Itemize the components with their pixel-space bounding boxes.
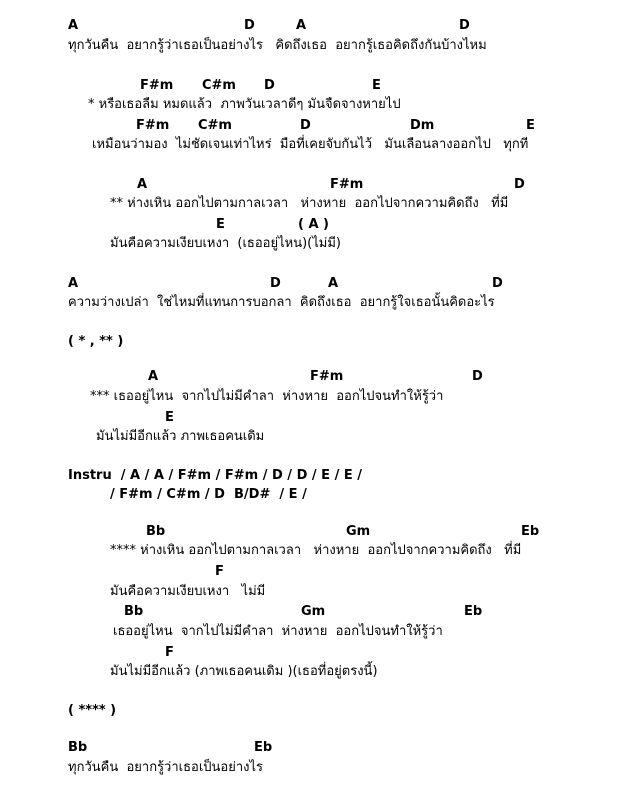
chord: Bb — [146, 524, 166, 539]
chord: Bb — [68, 740, 88, 755]
chord: F#m — [310, 369, 344, 384]
chord: E — [372, 78, 381, 93]
lyric-line: เธออยู่ไหน จากไปไม่มีคำลา ห่างหาย ออกไปจนทำให้รู้ว่า — [113, 624, 443, 639]
chord: Gm — [346, 524, 371, 539]
chord: A — [296, 18, 307, 33]
chord: D — [264, 78, 275, 93]
lyric-line: มันคือความเงียบเหงา ไม่มี — [110, 584, 266, 599]
chord: Bb — [124, 604, 144, 619]
chord: Gm — [301, 604, 326, 619]
chord: D — [270, 276, 281, 291]
chord: Eb — [464, 604, 483, 619]
lyric-line: * หรือเธอลืม หมดแล้ว ภาพวันเวลาดีๆ มันจืดจางหายไป — [88, 97, 401, 112]
chord: D — [300, 118, 311, 133]
lyric-line: ทุกวันคืน อยากรู้ว่าเธอเป็นอย่างไร คิดถึงเธอ อยากรู้เธอคิดถึงกันบ้างไหม — [68, 38, 487, 53]
lyric-line: ความว่างเปล่า ใช่ไหมที่แทนการบอกลา คิดถึงเธอ อยากรู้ใจเธอนั้นคิดอะไร — [68, 295, 495, 310]
chord: ( A ) — [298, 217, 329, 232]
chord: A — [68, 276, 79, 291]
instrumental-line: / F#m / C#m / D B/D# / E / — [110, 487, 307, 502]
chord: Eb — [254, 740, 273, 755]
chord: C#m — [198, 118, 232, 133]
chord: F#m — [140, 78, 174, 93]
chord: A — [68, 18, 79, 33]
lyric-line: **** ห่างเหิน ออกไปตามกาลเวลา ห่างหาย ออกไปจากความคิดถึง ที่มี — [110, 543, 522, 558]
lyric-line: เหมือนว่ามอง ไม่ชัดเจนเท่าไหร่ มือที่เคยจับกันไว้ มันเลือนลางออกไป ทุกที — [92, 137, 529, 152]
repeat-marker: ( **** ) — [68, 703, 117, 718]
chord: F — [215, 564, 224, 579]
chord: F#m — [136, 118, 170, 133]
chord: F — [165, 645, 174, 660]
chord: D — [472, 369, 483, 384]
lyric-line: มันไม่มีอีกแล้ว ภาพเธอคนเดิม — [96, 429, 265, 444]
chord: E — [165, 410, 174, 425]
lyric-line: มันคือความเงียบเหงา (เธออยู่ไหน)(ไม่มี) — [110, 236, 341, 251]
chord: Dm — [410, 118, 435, 133]
chord: D — [514, 177, 525, 192]
instrumental-line: Instru / A / A / F#m / F#m / D / D / E / E / — [68, 468, 363, 483]
chord: E — [526, 118, 535, 133]
chord: A — [328, 276, 339, 291]
chord: C#m — [202, 78, 236, 93]
chord: E — [216, 217, 225, 232]
lyric-line: *** เธออยู่ไหน จากไปไม่มีคำลา ห่างหาย ออกไปจนทำให้รู้ว่า — [90, 389, 444, 404]
repeat-marker: ( * , ** ) — [68, 334, 124, 349]
chord: A — [148, 369, 159, 384]
lyric-line: ** ห่างเหิน ออกไปตามกาลเวลา ห่างหาย ออกไปจากความคิดถึง ที่มี — [110, 196, 509, 211]
chord: D — [244, 18, 255, 33]
chord: D — [492, 276, 503, 291]
lyric-line: ทุกวันคืน อยากรู้ว่าเธอเป็นอย่างไร — [68, 760, 264, 775]
chord: D — [459, 18, 470, 33]
lyric-line: มันไม่มีอีกแล้ว (ภาพเธอคนเดิม )(เธอที่อยู่ตรงนี้) — [110, 664, 378, 679]
chord: F#m — [330, 177, 364, 192]
chord: A — [137, 177, 148, 192]
chord: Eb — [521, 524, 540, 539]
